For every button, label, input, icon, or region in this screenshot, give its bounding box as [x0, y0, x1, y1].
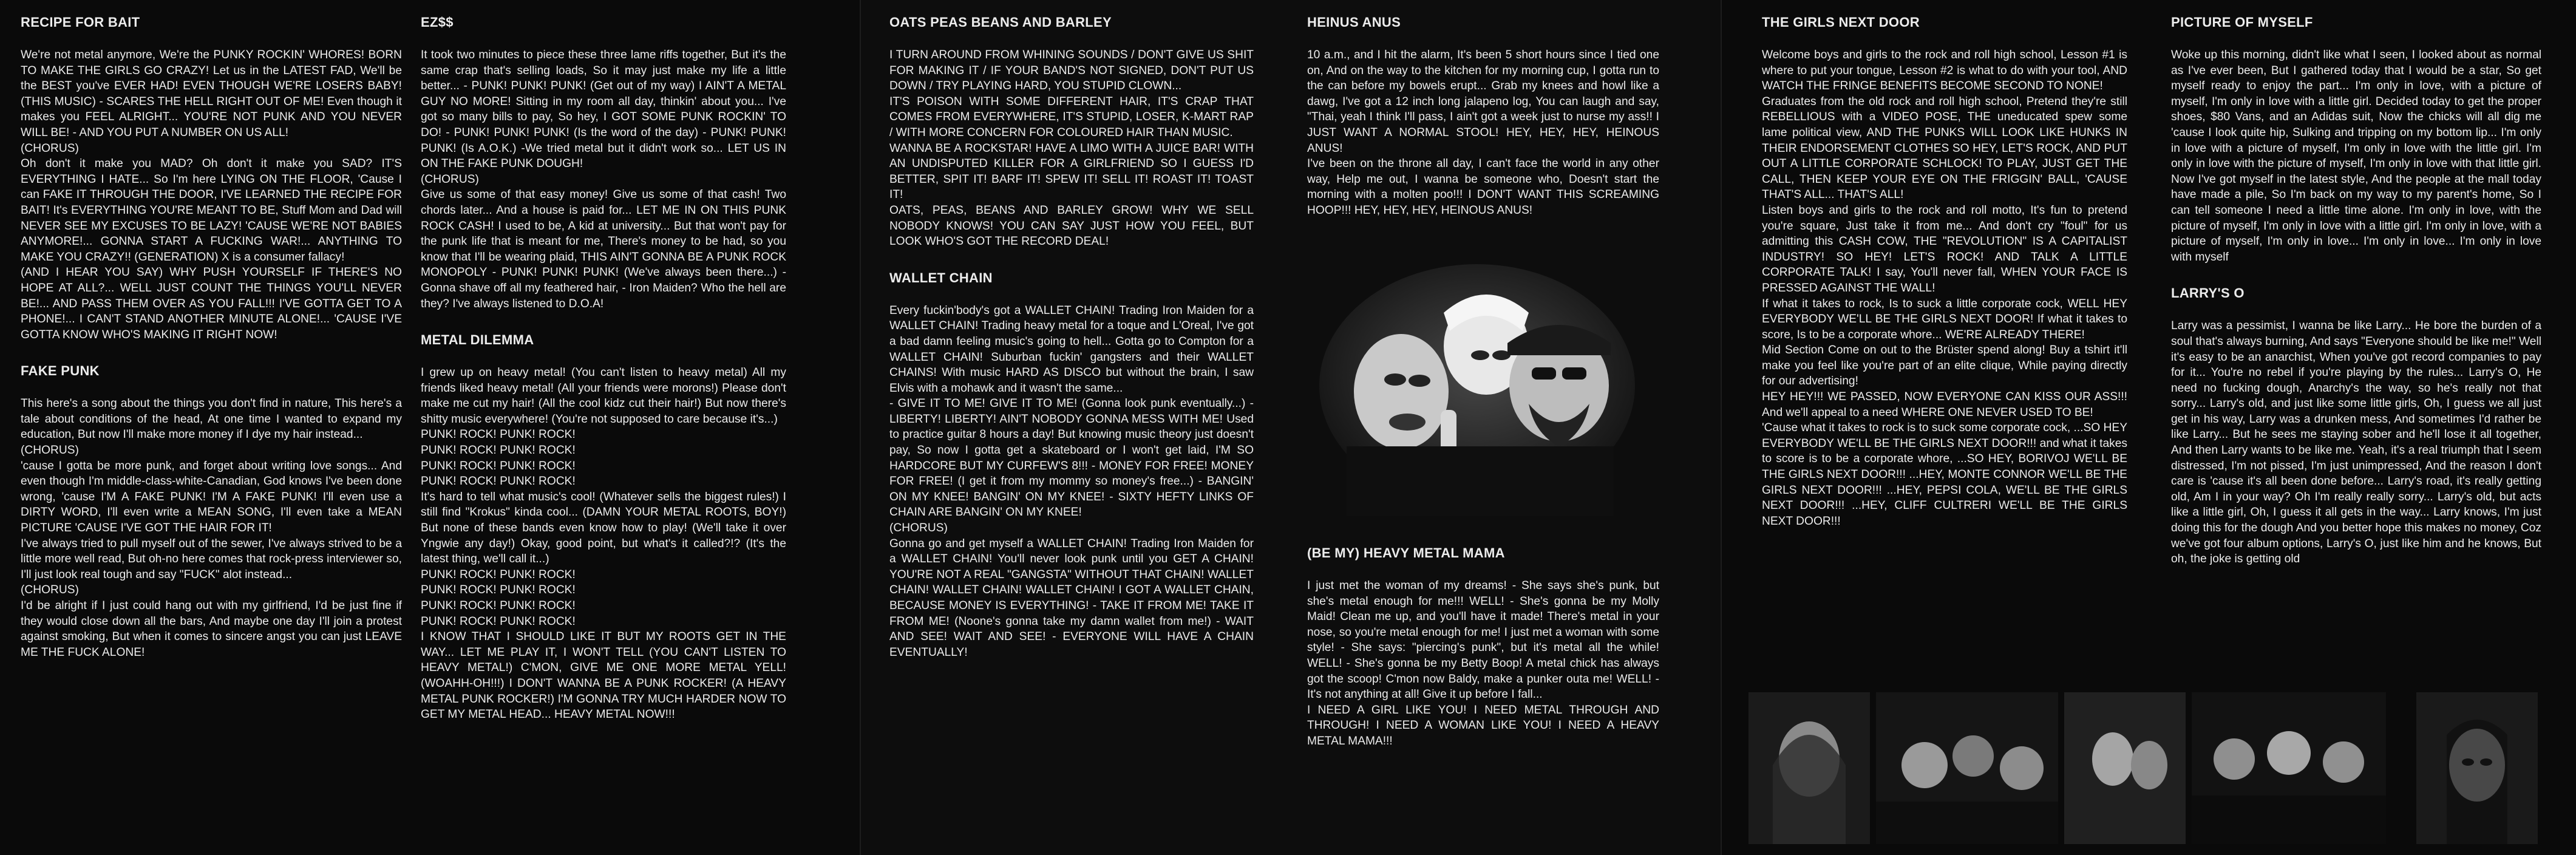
strip-photo	[2416, 692, 2538, 844]
song-title-heinus-anus: HEINUS ANUS	[1307, 15, 1401, 30]
lyrics-fake-punk: This here's a song about the things you don't find in nature, This here's a tale about conditions of the head, At one time I wanted to expand my education, But now I'll make more money if I dye my hair instead... (CHORUS) 'cause I gotta be more punk, and forget about writing love songs... And even though I'm middle-class-white-Canadian, God knows I've been done wrong, 'cause I'M A FAKE PUNK! I'M A FAKE PUNK! I'll even use a DIRTY WORD, I'll even write a MEAN SONG, I'll even take a MEAN PICTURE 'CAUSE I'VE GOT THE HAIR FOR IT! I've always tried to pull myself out of the sewer, I've always strived to be a little more well read, But oh-no here comes that rock-press interviewer so, I'll just look real tough and say "FUCK" alot instead... (CHORUS) I'd be alright if I just could hang out with my girlfriend, I'd be just fine if they would close down all the bars, And maybe one day I'll join a protest against smoking, But when it comes to sincere angst you can just LEAVE ME THE FUCK ALONE!	[21, 397, 402, 659]
photo-strip	[1748, 692, 2550, 844]
column-4-lower	[1307, 545, 1659, 770]
strip-photo	[2192, 692, 2386, 844]
column-3	[889, 15, 1254, 681]
song-title-wallet-chain: WALLET CHAIN	[889, 270, 993, 285]
lyrics-recipe-for-bait: We're not metal anymore, We're the PUNKY ROCKIN' WHORES! BORN TO MAKE THE GIRLS GO CRAZY! Let us in the LATEST FAD, We'll be the BEST you've EVER HAD! EVEN THOUGH WE'RE LOSERS BABY! (THIS MUSIC) - SCARES THE HELL RIGHT OUT OF ME! Even though it makes you FEEL ALRIGHT... YOU'RE NOT PUNK AND YOU NEVER WILL BE! - AND YOU PUT A NUMBER ON US ALL! (CHORUS) Oh don't it make you MAD? Oh don't it make you SAD? IT'S EVERYTHING I HATE... So I'm here LYING ON THE FLOOR, 'Cause I can FAKE IT THROUGH THE DOOR, I'VE LEARNED THE RECIPE FOR BAIT! It's EVERYTHING YOU'RE MEANT TO BE, Stuff Mom and Dad will NEVER SEE MY EXCUSES TO BE LAZY! 'CAUSE WE'RE NOT BABIES ANYMORE!... GONNA START A FUCKING WAR!... ANYTHING TO MAKE YOU CRAZY!! (GENERATION) X is a consumer fallacy! (AND I HEAR YOU SAY) WHY PUSH YOURSELF IF THERE'S NO HOPE AT ALL?... WELL JUST COUNT THE THINGS YOU'LL NEVER BE!... AND PASS THEM OVER AS YOU FALL!!! I'VE GOTTA GET TO A PHONE!... I CAN'T STAND ANOTHER MINUTE ALONE!... 'CAUSE I'VE GOTTA KNOW WHO'S MAKING IT RIGHT NOW!	[21, 49, 402, 341]
band-photo-graphic	[1304, 240, 1650, 516]
lyrics-be-my-heavy-metal-mama: I just met the woman of my dreams! - She says she's punk, but she's metal enough for me!!! WELL! - She's gonna be my Molly Maid! Clean me up, and you'll have it made! There's metal in your nose, so you're metal enough for me! I just met a woman with some style! - She says: "piercing's punk", but it's metal all the while! WELL! - She's gonna be my Betty Boop! A metal chick has always got the scoop! C'mon now Baldy, make a punker outa me! WELL! - It's not anything at all! Give it up before I fall... I NEED A GIRL LIKE YOU! I NEED METAL THROUGH AND THROUGH! I NEED A WOMAN LIKE YOU! I NEED A HEAVY METAL MAMA!!!	[1307, 579, 1659, 748]
song-title-picture-of-myself: PICTURE OF MYSELF	[2171, 15, 2313, 30]
song-title-oats-peas-beans-and-barley: OATS PEAS BEANS AND BARLEY	[889, 15, 1112, 30]
lyrics-larrys-o: Larry was a pessimist, I wanna be like Larry... He bore the burden of a soul that's always burning, And says "Everyone should be like me!" Well it's easy to be an anarchist, When you've got record companies to pay for it... You're no rebel if you're playing by the rules... Larry's O, He need no fucking dough, Anarchy's the way, so he's really not that sorry... Larry's old, and just like some little girls, Oh, I guess we all just get in his way, Larry was a drunken mess, And sometimes I'd rather be like Larry... But he sees me staying sober and he'll lose it all together, And then Larry wants to be like me. Yeah, it's a real triumph that I seem distressed, I'm not pissed, I'm just unimpressed, And the reason I don't care is 'cause it's all been done before... Larry's road, it's really getting old, Am I in your way? Oh I'm really really sorry... Larry's old, but acts like a little girl, Oh, I guess it all gets in the way... Larry knows, I'm just doing this for the dough And you better hope this makes no money, Coz we've got four album options, Larry's O, just like him and he knows, But oh, the joke is getting old	[2171, 319, 2541, 566]
lyrics-the-girls-next-door: Welcome boys and girls to the rock and roll high school, Lesson #1 is where to put your tongue, Lesson #2 is what to do with your tool, AND WATCH THE FRINGE BENEFITS BECOME SECOND TO NONE! Graduates from the old rock and roll high school, Pretend they're still REBELLIOUS with a VIDEO POSE, THE uneducated spew some lame political view, AND THE PUNKS WILL LOOK LIKE HUNKS IN THEIR ENDORSEMENT CLOTHES SO HEY, LET'S ROCK, AND PUT OUT A LITTLE CORPORATE SCHLOCK! TO PLAY, JUST GET THE CALL, THEN KEEP YOUR EYE ON THE FRIGGIN' BALL, 'CAUSE THAT'S ALL... THAT'S ALL! Listen boys and girls to the rock and roll motto, It's fun to pretend you're square, Just take it from me... And don't cry "foul" for us admitting this CASH COW, THE "REVOLUTION" IS A CAPITALIST INDUSTRY! SO HEY! LET'S ROCK! AND TALK A LITTLE CORPORATE TALK! I say, You'll never fall, WHEN YOUR FACE IS PRESSED AGAINST THE WALL! If what it takes to rock, Is to suck a little corporate cock, WELL HEY EVERYBODY WE'LL BE THE GIRLS NEXT DOOR! If what it takes to score, Is to be a corporate whore... WE'RE ALREADY THERE! Mid Section Come on out to the Brüster spend along! Buy a tshirt it'll make you feel like you're part of an elite clique, While paying directly for our advertising! HEY HEY!!! WE PASSED, NOW EVERYONE CAN KISS OUR ASS!!! And we'll appeal to a need WHERE ONE NEVER USED TO BE! 'Cause what it takes to rock is to suck some corporate cock, ...SO HEY EVERYBODY WE'LL BE THE GIRLS NEXT DOOR!!! and what it takes to score is to be a corporate whore, ...SO HEY, BORIVOJ WE'LL BE THE GIRLS NEXT DOOR!!! ...HEY, MONTE CONNOR WE'LL BE THE GIRLS NEXT DOOR!!! ...HEY, PEPSI COLA, WE'LL BE THE GIRLS NEXT DOOR!!! ...HEY, CLIFF CULTRERI WE'LL BE THE GIRLS NEXT DOOR!!!	[1762, 49, 2127, 528]
lyrics-picture-of-myself: Woke up this morning, didn't like what I seen, I looked about as normal as I've ever been, But I gathered today that I would be a star, So get myself ready to enjoy the part... I'm only in love, with a picture of myself, I'm only in love with a little girl. Decided today to get the proper shoes, $80 Vans, and an Adidas suit, Now the chicks will all dig me 'cause I look quite hip, Sulking and tripping on my bottom lip... I'm only in love with a picture of myself, I'm only in love with the little girl. I'm only in love with the picture of myself, I'm only in love with that little girl. Now I've got myself in the latest style, And the people at the mall today have made a pile, So I'm back on my way to my parent's home, So I can tell someone I need a little time alone. I'm only in love, with the picture of myself, I'm only in love with a little girl. I'm only in love, with a picture of myself, I'm only in love... I'm only in love... I'm only in love with myself	[2171, 49, 2541, 264]
song-title-larrys-o: LARRY'S O	[2171, 285, 2245, 301]
song-title-ezss: EZ$$	[421, 15, 454, 30]
lyrics-metal-dilemma: I grew up on heavy metal! (You can't listen to heavy metal) All my friends liked heavy metal! (All your friends were morons!) Please don't make me cut my hair! (All the cool kidz cut their hair!) But now there's shitty music everywhere! (You're not supposed to care because it's...) PUNK! ROCK! PUNK! ROCK! PUNK! ROCK! PUNK! ROCK! PUNK! ROCK! PUNK! ROCK! PUNK! ROCK! PUNK! ROCK! It's hard to tell what music's cool! (Whatever sells the biggest rules!) I still find "Krokus" kinda cool... (DAMN YOUR METAL ROOTS, BOY!) But none of these bands even know how to play! (We'll take it over Yngwie any day!) Okay, good point, but what's it called?!? (It's the latest thing, we'll call it...) PUNK! ROCK! PUNK! ROCK! PUNK! ROCK! PUNK! ROCK! PUNK! ROCK! PUNK! ROCK! PUNK! ROCK! PUNK! ROCK! I KNOW THAT I SHOULD LIKE IT BUT MY ROOTS GET IN THE WAY... LET ME PLAY IT, I WON'T TELL (YOU CAN'T LISTEN TO HEAVY METAL!) C'MON, GIVE ME ONE MORE METAL YELL! (WOAHH-OH!!!) I DON'T WANNA BE A PUNK ROCKER! (A HEAVY METAL PUNK ROCKER!) I'M GONNA TRY MUCH HARDER NOW TO GET MY METAL HEAD... HEAVY METAL NOW!!!	[421, 366, 786, 721]
strip-photo	[1748, 692, 1870, 844]
song-title-fake-punk: FAKE PUNK	[21, 363, 100, 379]
lyrics-oats-peas-beans-and-barley: I TURN AROUND FROM WHINING SOUNDS / DON'T GIVE US SHIT FOR MAKING IT / IF YOUR BAND'S NOT SIGNED, DON'T PUT US DOWN / TRY PLAYING HARD, YOU STUPID CLOWN... IT'S POISON WITH SOME DIFFERENT HAIR, IT'S CRAP THAT COMES FROM EVERYWHERE, IT'S STUPID, LOSER, K-MART RAP / WITH MORE CONCERN FOR COLOURED HAIR THAN MUSIC. WANNA BE A ROCKSTAR! HAVE A LIMO WITH A JUICE BAR! WITH AN UNDISPUTED KILLER FOR A GIRLFRIEND SO I GUESS I'D BETTER, SPIT IT! BARF IT! SPEW IT! SELL IT! ROAST IT! TOAST IT! OATS, PEAS, BEANS AND BARLEY GROW! WHY WE SELL NOBODY KNOWS! YOU CAN SAY JUST HOW YOU FEEL, BUT LOOK WHO'S GOT THE RECORD DEAL!	[889, 49, 1254, 248]
column-5	[1762, 15, 2127, 550]
panel-middle	[861, 0, 1722, 855]
lyrics-ezss: It took two minutes to piece these three lame riffs together, But it's the same crap that's selling loads, So it may just make my life a little better... - PUNK! PUNK! PUNK! (Get out of my way) I AIN'T A METAL GUY NO MORE! Sitting in my room all day, thinkin' about you... I've got so many bills to pay, So hey, I GOT SOME PUNK ROCKIN' TO DO! - PUNK! PUNK! PUNK! (Is the word of the day) - PUNK! PUNK! PUNK! (Is A.O.K.) -We tried metal but it didn't work so... LET US IN ON THE FAKE PUNK DOUGH! (CHORUS) Give us some of that easy money! Give us some of that cash! Two chords later... And a house is paid for... LET ME IN ON THIS PUNK ROCK CASH! I used to be, A kid at university... But that won't pay for the punk life that is meant for me, There's money to be had, so you know that I'll be wearing plaid, THIS AIN'T GONNA BE A PUNK ROCK MONOPOLY - PUNK! PUNK! PUNK! (We've always been there...) - Gonna shave off all my feathered hair, - Iron Maiden? Who the hell are they? I've always listened to D.O.A!	[421, 49, 786, 310]
song-title-metal-dilemma: METAL DILEMMA	[421, 332, 534, 348]
column-1	[21, 15, 402, 681]
song-title-recipe-for-bait: RECIPE FOR BAIT	[21, 15, 140, 30]
song-title-the-girls-next-door: THE GIRLS NEXT DOOR	[1762, 15, 1920, 30]
column-4	[1307, 15, 1659, 239]
song-title-be-my-heavy-metal-mama: (BE MY) HEAVY METAL MAMA	[1307, 545, 1505, 560]
strip-photo	[1876, 692, 2058, 844]
panel-left	[0, 0, 861, 855]
lyrics-wallet-chain: Every fuckin'body's got a WALLET CHAIN! Trading Iron Maiden for a WALLET CHAIN! Trading heavy metal for a toque and L'Oreal, I've got a bad damn feeling music's going to hell... Gotta go to Compton for a WALLET CHAIN! Suburban fuckin' gangsters and their WALLET CHAINS! With music HARD AS DISCO but without the brain, I saw Elvis with a mohawk and it wasn't the same... - GIVE IT TO ME! GIVE IT TO ME! (Gonna look punk eventually...) - LIBERTY! LIBERTY! AIN'T NOBODY GONNA MESS WITH ME! Used to practice guitar 8 hours a day! But knowing music theory just doesn't pay, So now I gotta get a skateboard or I won't get laid, I'M SO HARDCORE BUT MY CURFEW'S 8!!! - MONEY FOR FREE! MONEY FOR FREE! (I get it from my mommy so money's free...) - BANGIN' ON MY KNEE! BANGIN' ON MY KNEE! - SIXTY HEFTY LINKS OF CHAIN ARE BANGIN' ON MY KNEE! (CHORUS) Gonna go and get myself a WALLET CHAIN! Trading Iron Maiden for a WALLET CHAIN! You'll never look punk until you GET A CHAIN! YOU'RE NOT A REAL "GANGSTA" WITHOUT THAT CHAIN! WALLET CHAIN! WALLET CHAIN! WALLET CHAIN! I GOT A WALLET CHAIN, BECAUSE MONEY IS EVERYTHING! - TAKE IT FROM ME! TAKE IT FROM ME! (Noone's gonna take my damn wallet from me!) - WAIT AND SEE! WAIT AND SEE! - EVERYONE WILL HAVE A CHAIN EVENTUALLY!	[889, 304, 1254, 659]
strip-photo	[2064, 692, 2186, 844]
lyrics-heinus-anus: 10 a.m., and I hit the alarm, It's been 5 short hours since I tied one on, And on the way to the kitchen for my morning cup, I gotta run to the can before my bowels erupt... Grab my knees and howl like a dawg, I've got a 12 inch long jalapeno log, You can laugh and say, "Thai, yeah I think I'll pass, I ain't got a week just to nurse my ass!! I JUST WANT A NORMAL STOOL! HEY, HEY, HEY, HEINOUS ANUS! I've been on the throne all day, I can't face the world in any other way, Help me out, I wanna be someone who, Doesn't start the morning with a molten poo!!! I DON'T WANT THIS SCREAMING HOOP!!! HEY, HEY, HEY, HEINOUS ANUS!	[1307, 49, 1659, 217]
band-photo	[1304, 240, 1650, 516]
column-2	[421, 15, 786, 743]
column-6	[2171, 15, 2541, 588]
